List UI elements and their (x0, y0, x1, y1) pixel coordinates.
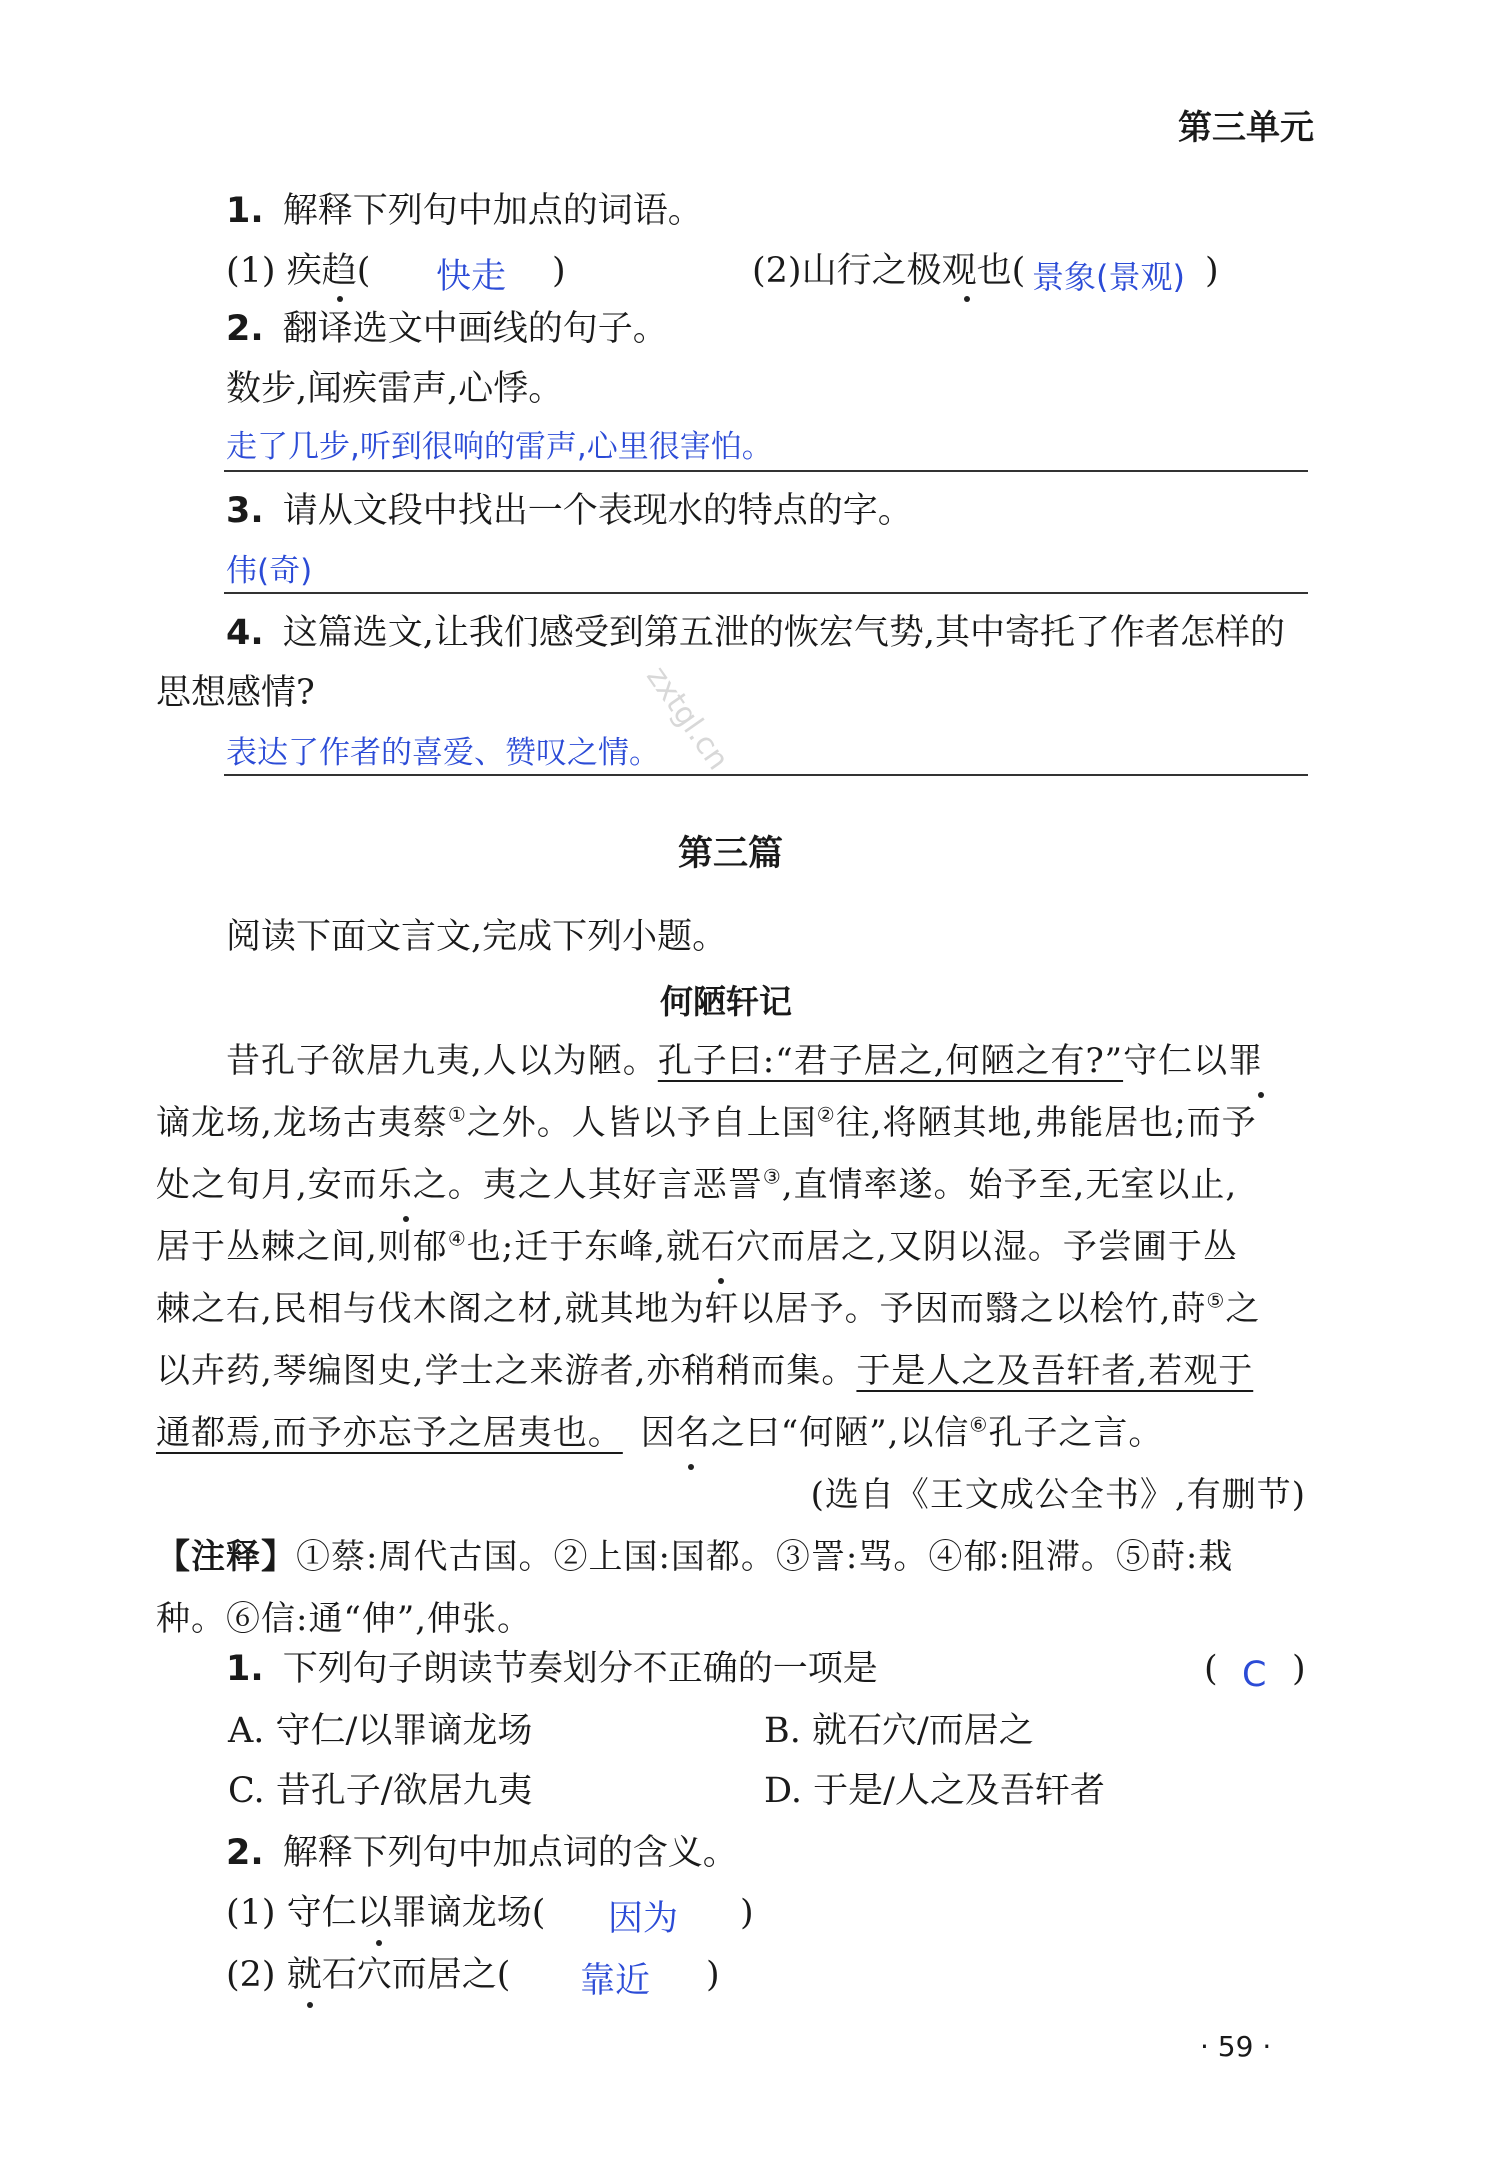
passage-text: 以卉药,琴编图史,学士之来游者,亦稍稍而集。 (156, 1351, 857, 1391)
emphasis-dot (718, 1278, 724, 1284)
note-marker: ① (447, 1102, 467, 1127)
q4-text: 这篇选文,让我们感受到第五泄的恢宏气势,其中寄托了作者怎样的 (282, 613, 1286, 653)
passage-text: 昔孔子欲居九夷,人以为陋。 (226, 1041, 658, 1081)
q1-item1-label: (1) 疾趋( (226, 251, 371, 291)
watermark: zxtgl.cn (639, 660, 736, 777)
answer-line (224, 592, 1308, 594)
passage-line (156, 1216, 1306, 1278)
reading-instruction: 阅读下面文言文,完成下列小题。 (226, 917, 728, 957)
p2-q1-text: 下列句子朗读节奏划分不正确的一项是 (282, 1649, 878, 1689)
p2-q1-bracket-close: ) (1292, 1649, 1306, 1689)
passage-text: 之外。人皆以予自上国 (466, 1103, 817, 1143)
p2-q2-item1-label: (1) 守仁以罪谪龙场( (226, 1893, 546, 1933)
q1-item1-close: ) (552, 251, 566, 291)
answer-line (224, 774, 1308, 776)
note-marker: ③ (762, 1164, 782, 1189)
p2-q2-line (226, 1828, 738, 1878)
q4-number: 4. (226, 613, 264, 653)
passage-text: 因名之曰“何陋”,以信 (640, 1413, 970, 1453)
passage-text: 居于丛棘之间,则郁 (156, 1227, 448, 1267)
p2-q2-item1-close: ) (740, 1893, 754, 1933)
passage-line (156, 1092, 1306, 1154)
option-a: A. 守仁/以罪谪龙场 (228, 1711, 533, 1751)
note-marker: ⑥ (969, 1412, 989, 1437)
notes-line (156, 1526, 1306, 1588)
source-line: (选自《王文成公全书》,有删节) (810, 1475, 1306, 1515)
passage-line (156, 1340, 1306, 1402)
q4-line (226, 608, 1285, 658)
passage-text: 棘之右,民相与伐木阁之材,就其地为轩以居予。予因而翳之以桧竹,莳 (156, 1289, 1207, 1329)
notes-line: 种。⑥信:通“伸”,伸张。 (156, 1599, 533, 1639)
option-d: D. 于是/人之及吾轩者 (764, 1771, 1105, 1811)
p2-q2-item2-close: ) (706, 1955, 720, 1995)
passage-text: 往,将陋其地,弗能居也;而予 (835, 1103, 1257, 1143)
p2-q2-item1-answer: 因为 (608, 1899, 679, 1939)
q3-line (226, 486, 913, 536)
p2-q2-number: 2. (226, 1833, 264, 1873)
article-title: 何陋轩记 (660, 982, 792, 1021)
p2-q1-number: 1. (226, 1649, 264, 1689)
underlined-sentence: 孔子曰:“君子居之,何陋之有?” (657, 1041, 1124, 1081)
q1-item2-label: (2)山行之极观也( (752, 251, 1026, 291)
note-marker: ⑤ (1206, 1288, 1226, 1313)
emphasis-dot (307, 2002, 313, 2008)
notes-label: 【注释】 (156, 1537, 296, 1577)
passage-line (156, 1402, 1306, 1464)
passage-line (156, 1030, 1306, 1092)
emphasis-dot (337, 296, 343, 302)
q1-number: 1. (226, 191, 264, 231)
answer-line (224, 470, 1308, 472)
emphasis-dot (403, 1216, 409, 1222)
unit-header: 第三单元 (1178, 108, 1314, 148)
p2-q1-line (226, 1644, 878, 1694)
q2-text: 翻译选文中画线的句子。 (282, 309, 668, 349)
underlined-sentence: 于是人之及吾轩者,若观于 (856, 1351, 1254, 1391)
passage-text: 也;迁于东峰,就石穴而居之,又阴以湿。予尝圃于丛 (466, 1227, 1238, 1267)
q3-number: 3. (226, 491, 264, 531)
emphasis-dot (376, 1940, 382, 1946)
option-c: C. 昔孔子/欲居九夷 (228, 1771, 533, 1811)
q3-answer: 伟(奇) (226, 553, 313, 589)
passage-line (156, 1278, 1306, 1340)
note-marker: ② (816, 1102, 836, 1127)
passage (156, 1030, 1306, 1650)
page-number: · 59 · (1200, 2030, 1272, 2063)
q4-text-cont: 思想感情? (156, 673, 315, 713)
passage-text: 谪龙场,龙场古夷蔡 (156, 1103, 448, 1143)
passage-text: ,直情率遂。始予至,无室以止, (781, 1165, 1238, 1205)
q1-text: 解释下列句中加点的词语。 (282, 191, 703, 231)
q2-sentence: 数步,闻疾雷声,心悸。 (226, 369, 564, 409)
emphasis-dot (1258, 1092, 1264, 1098)
emphasis-dot (964, 296, 970, 302)
emphasis-dot (688, 1464, 694, 1470)
q2-number: 2. (226, 309, 264, 349)
q4-answer: 表达了作者的喜爱、赞叹之情。 (226, 735, 660, 771)
passage-text: 之 (1225, 1289, 1261, 1329)
p2-q2-item2-label: (2) 就石穴而居之( (226, 1955, 511, 1995)
passage-text: 守仁以罪 (1123, 1041, 1264, 1081)
q1-line (226, 186, 703, 236)
p2-q1-bracket-open: ( (1204, 1649, 1218, 1689)
q2-answer: 走了几步,听到很响的雷声,心里很害怕。 (226, 429, 773, 465)
q1-item2-close: ) (1205, 251, 1219, 291)
q2-line (226, 304, 668, 354)
option-b: B. 就石穴/而居之 (764, 1711, 1034, 1751)
underlined-sentence: 通都焉,而予亦忘予之居夷也。 (156, 1413, 623, 1453)
q3-text: 请从文段中找出一个表现水的特点的字。 (282, 491, 913, 531)
p2-q1-answer: C (1242, 1655, 1267, 1695)
passage-line (156, 1154, 1306, 1216)
p2-q2-item2-answer: 靠近 (580, 1961, 651, 2001)
passage-text: 孔子之言。 (988, 1413, 1164, 1453)
q1-item2-answer: 景象(景观) (1032, 258, 1185, 296)
q1-item1-answer: 快走 (436, 257, 507, 297)
notes-text: ①蔡:周代古国。②上国:国都。③詈:骂。④郁:阻滞。⑤莳:栽 (296, 1537, 1234, 1577)
passage-text: 处之旬月,安而乐之。夷之人其好言恶詈 (156, 1165, 763, 1205)
section-title: 第三篇 (678, 834, 784, 874)
p2-q2-text: 解释下列句中加点词的含义。 (282, 1833, 738, 1873)
note-marker: ④ (447, 1226, 467, 1251)
